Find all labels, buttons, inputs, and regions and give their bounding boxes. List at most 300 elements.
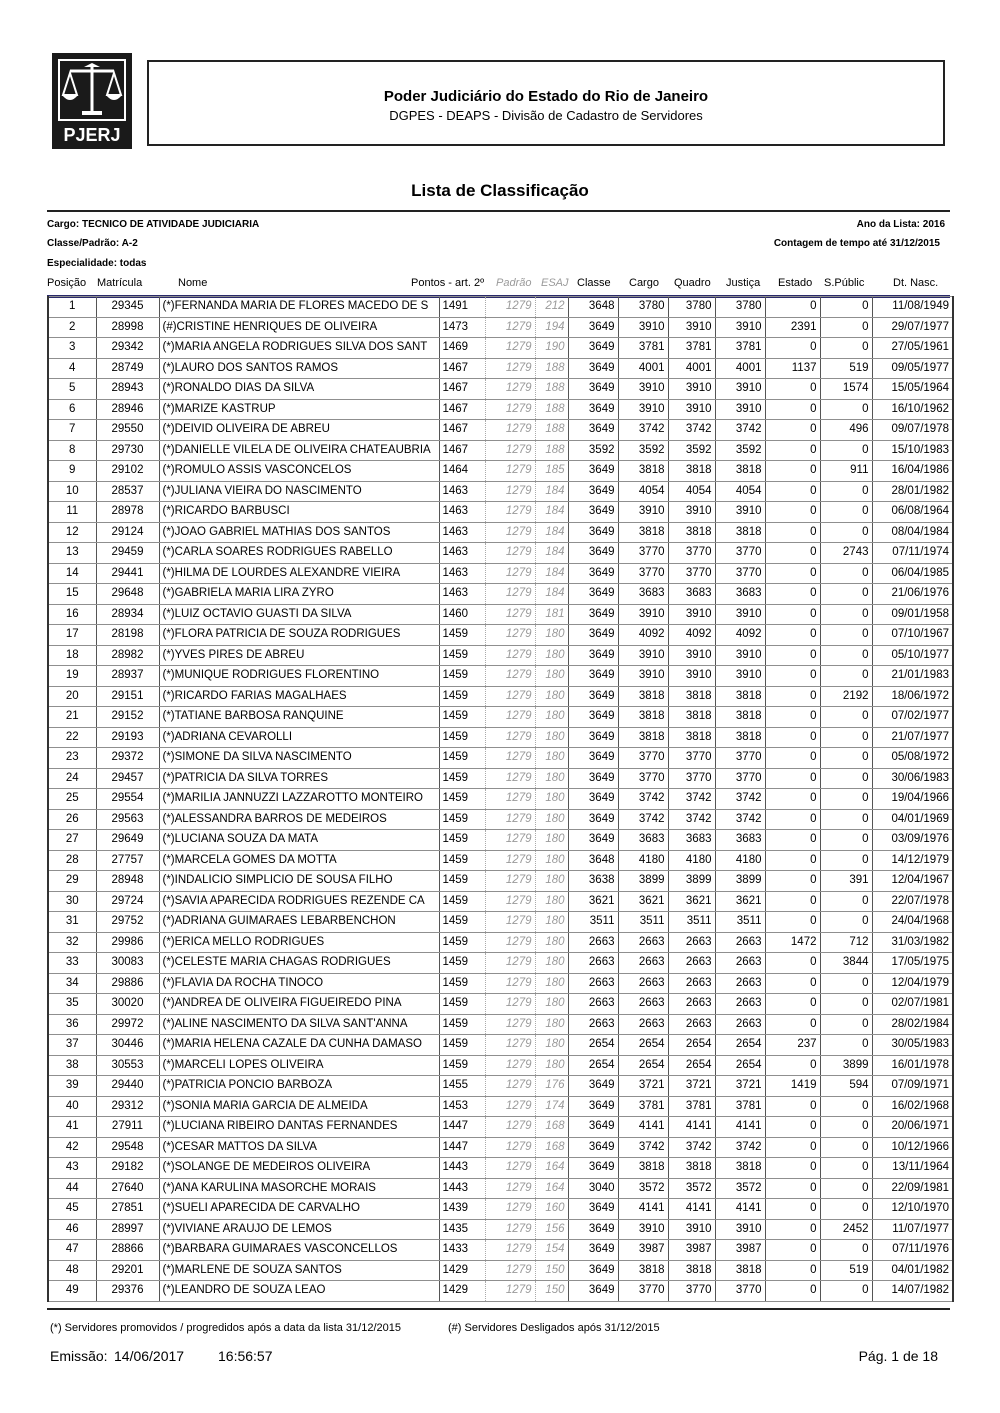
col-esaj: ESAJ bbox=[541, 277, 569, 289]
cell-esaj: 180 bbox=[535, 912, 568, 933]
cell-cargo: 3780 bbox=[618, 297, 668, 318]
cell-padrao: 1279 bbox=[485, 481, 535, 502]
cell-padrao: 1279 bbox=[485, 645, 535, 666]
cell-quadro: 4141 bbox=[668, 1117, 715, 1138]
cell-esaj: 180 bbox=[535, 973, 568, 994]
cell-nome: (*)YVES PIRES DE ABREU bbox=[159, 645, 439, 666]
cell-spublic: 0 bbox=[820, 748, 872, 769]
cell-estado: 0 bbox=[765, 461, 820, 482]
cell-matricula: 28198 bbox=[96, 625, 159, 646]
cell-estado: 0 bbox=[765, 850, 820, 871]
cell-dtnasc: 03/09/1976 bbox=[872, 830, 953, 851]
cell-estado: 0 bbox=[765, 563, 820, 584]
cell-quadro: 3742 bbox=[668, 789, 715, 810]
cell-cargo: 3818 bbox=[618, 707, 668, 728]
cell-nome: (*)FERNANDA MARIA DE FLORES MACEDO DE S bbox=[159, 297, 439, 318]
cell-classe: 3649 bbox=[568, 604, 618, 625]
cell-posicao: 39 bbox=[48, 1076, 96, 1097]
cell-esaj: 188 bbox=[535, 399, 568, 420]
cell-estado: 0 bbox=[765, 912, 820, 933]
cell-posicao: 41 bbox=[48, 1117, 96, 1138]
table-row bbox=[48, 768, 953, 789]
cell-classe: 2663 bbox=[568, 953, 618, 974]
cell-nome: (*)HILMA DE LOURDES ALEXANDRE VIEIRA bbox=[159, 563, 439, 584]
cell-quadro: 4054 bbox=[668, 481, 715, 502]
cell-matricula: 29193 bbox=[96, 727, 159, 748]
cell-justica: 3818 bbox=[715, 727, 765, 748]
table-row bbox=[48, 789, 953, 810]
cell-spublic: 0 bbox=[820, 399, 872, 420]
cell-classe: 3649 bbox=[568, 461, 618, 482]
cell-posicao: 36 bbox=[48, 1014, 96, 1035]
cell-matricula: 27757 bbox=[96, 850, 159, 871]
cell-dtnasc: 20/06/1971 bbox=[872, 1117, 953, 1138]
cell-cargo: 3770 bbox=[618, 748, 668, 769]
table-row bbox=[48, 481, 953, 502]
cell-justica: 3592 bbox=[715, 440, 765, 461]
cell-estado: 0 bbox=[765, 953, 820, 974]
cell-dtnasc: 16/01/1978 bbox=[872, 1055, 953, 1076]
cell-classe: 3649 bbox=[568, 543, 618, 564]
cell-pontos: 1459 bbox=[439, 727, 485, 748]
cell-dtnasc: 29/07/1977 bbox=[872, 317, 953, 338]
cell-posicao: 19 bbox=[48, 666, 96, 687]
cell-cargo: 3818 bbox=[618, 686, 668, 707]
cell-estado: 0 bbox=[765, 748, 820, 769]
cell-nome: (*)PATRICIA PONCIO BARBOZA bbox=[159, 1076, 439, 1097]
cell-cargo: 2663 bbox=[618, 932, 668, 953]
cell-dtnasc: 09/01/1958 bbox=[872, 604, 953, 625]
cell-spublic: 0 bbox=[820, 789, 872, 810]
cell-dtnasc: 15/10/1983 bbox=[872, 440, 953, 461]
cell-nome: (*)MARILIA JANNUZZI LAZZAROTTO MONTEIRO bbox=[159, 789, 439, 810]
cell-esaj: 184 bbox=[535, 584, 568, 605]
cell-padrao: 1279 bbox=[485, 1076, 535, 1097]
table-row bbox=[48, 522, 953, 543]
col-justica: Justiça bbox=[726, 277, 761, 289]
cell-matricula: 28978 bbox=[96, 502, 159, 523]
cell-cargo: 2654 bbox=[618, 1055, 668, 1076]
cell-justica: 3683 bbox=[715, 830, 765, 851]
cell-padrao: 1279 bbox=[485, 625, 535, 646]
cell-padrao: 1279 bbox=[485, 953, 535, 974]
cell-dtnasc: 11/07/1977 bbox=[872, 1219, 953, 1240]
cell-matricula: 29730 bbox=[96, 440, 159, 461]
table-row bbox=[48, 502, 953, 523]
cell-posicao: 35 bbox=[48, 994, 96, 1015]
cell-spublic: 0 bbox=[820, 768, 872, 789]
cell-pontos: 1455 bbox=[439, 1076, 485, 1097]
cell-justica: 3818 bbox=[715, 1158, 765, 1179]
cell-spublic: 0 bbox=[820, 891, 872, 912]
cell-dtnasc: 21/07/1977 bbox=[872, 727, 953, 748]
cell-posicao: 18 bbox=[48, 645, 96, 666]
cell-nome: (*)ROMULO ASSIS VASCONCELOS bbox=[159, 461, 439, 482]
cell-pontos: 1467 bbox=[439, 420, 485, 441]
cell-estado: 0 bbox=[765, 338, 820, 359]
cell-classe: 3649 bbox=[568, 1117, 618, 1138]
cell-padrao: 1279 bbox=[485, 789, 535, 810]
cell-dtnasc: 28/02/1984 bbox=[872, 1014, 953, 1035]
cell-esaj: 180 bbox=[535, 891, 568, 912]
cell-spublic: 0 bbox=[820, 522, 872, 543]
cell-cargo: 3683 bbox=[618, 830, 668, 851]
cell-pontos: 1459 bbox=[439, 748, 485, 769]
cell-padrao: 1279 bbox=[485, 1117, 535, 1138]
cell-padrao: 1279 bbox=[485, 891, 535, 912]
cell-estado: 0 bbox=[765, 543, 820, 564]
table-end-rule bbox=[47, 1308, 950, 1310]
table-row bbox=[48, 1240, 953, 1261]
cell-classe: 2654 bbox=[568, 1055, 618, 1076]
cell-matricula: 29441 bbox=[96, 563, 159, 584]
cell-quadro: 3818 bbox=[668, 522, 715, 543]
cell-pontos: 1453 bbox=[439, 1096, 485, 1117]
cell-esaj: 184 bbox=[535, 481, 568, 502]
cell-pontos: 1459 bbox=[439, 994, 485, 1015]
cell-cargo: 3910 bbox=[618, 502, 668, 523]
cell-pontos: 1473 bbox=[439, 317, 485, 338]
cell-matricula: 28946 bbox=[96, 399, 159, 420]
cell-pontos: 1459 bbox=[439, 686, 485, 707]
cell-matricula: 29372 bbox=[96, 748, 159, 769]
cell-justica: 3781 bbox=[715, 338, 765, 359]
cell-nome: (*)ALINE NASCIMENTO DA SILVA SANT'ANNA bbox=[159, 1014, 439, 1035]
cell-spublic: 594 bbox=[820, 1076, 872, 1097]
cell-cargo: 3621 bbox=[618, 891, 668, 912]
cell-padrao: 1279 bbox=[485, 1260, 535, 1281]
cell-nome: (*)GABRIELA MARIA LIRA ZYRO bbox=[159, 584, 439, 605]
cell-pontos: 1459 bbox=[439, 809, 485, 830]
cell-matricula: 29457 bbox=[96, 768, 159, 789]
cell-spublic: 0 bbox=[820, 1014, 872, 1035]
cell-esaj: 160 bbox=[535, 1199, 568, 1220]
cell-matricula: 29182 bbox=[96, 1158, 159, 1179]
cell-pontos: 1459 bbox=[439, 625, 485, 646]
cell-cargo: 3572 bbox=[618, 1178, 668, 1199]
cell-spublic: 0 bbox=[820, 1096, 872, 1117]
cell-quadro: 3818 bbox=[668, 707, 715, 728]
cell-spublic: 0 bbox=[820, 502, 872, 523]
cell-matricula: 29459 bbox=[96, 543, 159, 564]
col-spublic: S.Públic bbox=[824, 277, 865, 289]
cell-spublic: 0 bbox=[820, 1137, 872, 1158]
cell-pontos: 1459 bbox=[439, 830, 485, 851]
cell-cargo: 4001 bbox=[618, 358, 668, 379]
cell-padrao: 1279 bbox=[485, 830, 535, 851]
cell-esaj: 180 bbox=[535, 994, 568, 1015]
cell-quadro: 3818 bbox=[668, 686, 715, 707]
cell-matricula: 28934 bbox=[96, 604, 159, 625]
cell-quadro: 3511 bbox=[668, 912, 715, 933]
cell-matricula: 28749 bbox=[96, 358, 159, 379]
cell-posicao: 30 bbox=[48, 891, 96, 912]
cell-matricula: 29342 bbox=[96, 338, 159, 359]
cell-classe: 3649 bbox=[568, 748, 618, 769]
cell-nome: (*)LUCIANA SOUZA DA MATA bbox=[159, 830, 439, 851]
cell-quadro: 2663 bbox=[668, 994, 715, 1015]
cell-dtnasc: 21/06/1976 bbox=[872, 584, 953, 605]
cell-classe: 3649 bbox=[568, 1096, 618, 1117]
cell-spublic: 0 bbox=[820, 850, 872, 871]
cell-cargo: 3511 bbox=[618, 912, 668, 933]
cell-pontos: 1459 bbox=[439, 768, 485, 789]
cell-padrao: 1279 bbox=[485, 809, 535, 830]
footnote-deslig: (#) Servidores Desligados após 31/12/2015 bbox=[448, 1322, 660, 1334]
cell-pontos: 1459 bbox=[439, 953, 485, 974]
cell-padrao: 1279 bbox=[485, 338, 535, 359]
cell-classe: 3592 bbox=[568, 440, 618, 461]
cell-dtnasc: 14/12/1979 bbox=[872, 850, 953, 871]
cell-posicao: 9 bbox=[48, 461, 96, 482]
cell-quadro: 3910 bbox=[668, 645, 715, 666]
cell-esaj: 168 bbox=[535, 1137, 568, 1158]
table-row bbox=[48, 932, 953, 953]
cell-quadro: 3818 bbox=[668, 727, 715, 748]
col-nome: Nome bbox=[178, 277, 208, 289]
cell-cargo: 3721 bbox=[618, 1076, 668, 1097]
cell-pontos: 1459 bbox=[439, 1014, 485, 1035]
cell-padrao: 1279 bbox=[485, 440, 535, 461]
table-row bbox=[48, 1219, 953, 1240]
cell-quadro: 2663 bbox=[668, 932, 715, 953]
cell-esaj: 180 bbox=[535, 809, 568, 830]
cell-esaj: 180 bbox=[535, 830, 568, 851]
cell-justica: 3683 bbox=[715, 584, 765, 605]
cell-matricula: 28982 bbox=[96, 645, 159, 666]
cell-estado: 0 bbox=[765, 1260, 820, 1281]
cell-classe: 3649 bbox=[568, 563, 618, 584]
table-row bbox=[48, 1137, 953, 1158]
cell-esaj: 164 bbox=[535, 1158, 568, 1179]
cell-esaj: 180 bbox=[535, 932, 568, 953]
cell-padrao: 1279 bbox=[485, 1240, 535, 1261]
cell-esaj: 180 bbox=[535, 1035, 568, 1056]
cell-estado: 0 bbox=[765, 1096, 820, 1117]
cell-nome: (*)MARIA HELENA CAZALE DA CUNHA DAMASO bbox=[159, 1035, 439, 1056]
cell-nome: (*)DEIVID OLIVEIRA DE ABREU bbox=[159, 420, 439, 441]
cell-posicao: 17 bbox=[48, 625, 96, 646]
cell-dtnasc: 10/12/1966 bbox=[872, 1137, 953, 1158]
cell-estado: 0 bbox=[765, 1158, 820, 1179]
cell-nome: (*)MARCELI LOPES OLIVEIRA bbox=[159, 1055, 439, 1076]
cell-posicao: 13 bbox=[48, 543, 96, 564]
cell-nome: (*)BARBARA GUIMARAES VASCONCELLOS bbox=[159, 1240, 439, 1261]
cell-estado: 1137 bbox=[765, 358, 820, 379]
cell-cargo: 3781 bbox=[618, 338, 668, 359]
cell-spublic: 0 bbox=[820, 1117, 872, 1138]
cell-matricula: 30020 bbox=[96, 994, 159, 1015]
cell-classe: 3649 bbox=[568, 481, 618, 502]
cell-spublic: 519 bbox=[820, 358, 872, 379]
cell-posicao: 12 bbox=[48, 522, 96, 543]
cell-estado: 0 bbox=[765, 789, 820, 810]
cell-nome: (*)JULIANA VIEIRA DO NASCIMENTO bbox=[159, 481, 439, 502]
cell-classe: 3649 bbox=[568, 686, 618, 707]
cell-spublic: 3844 bbox=[820, 953, 872, 974]
cell-classe: 2654 bbox=[568, 1035, 618, 1056]
cell-spublic: 0 bbox=[820, 563, 872, 584]
cell-dtnasc: 07/10/1967 bbox=[872, 625, 953, 646]
cell-justica: 3770 bbox=[715, 563, 765, 584]
cell-estado: 0 bbox=[765, 686, 820, 707]
cell-dtnasc: 09/05/1977 bbox=[872, 358, 953, 379]
cell-matricula: 29563 bbox=[96, 809, 159, 830]
cell-justica: 3770 bbox=[715, 768, 765, 789]
cell-classe: 2663 bbox=[568, 932, 618, 953]
cell-nome: (*)MARIZE KASTRUP bbox=[159, 399, 439, 420]
cell-quadro: 3742 bbox=[668, 420, 715, 441]
cell-dtnasc: 19/04/1966 bbox=[872, 789, 953, 810]
cell-quadro: 3683 bbox=[668, 830, 715, 851]
cell-pontos: 1429 bbox=[439, 1260, 485, 1281]
cell-padrao: 1279 bbox=[485, 768, 535, 789]
cell-nome: (*)MARLENE DE SOUZA SANTOS bbox=[159, 1260, 439, 1281]
cell-justica: 3818 bbox=[715, 1260, 765, 1281]
cell-cargo: 3818 bbox=[618, 522, 668, 543]
cell-cargo: 3770 bbox=[618, 563, 668, 584]
cell-matricula: 29201 bbox=[96, 1260, 159, 1281]
cell-quadro: 3770 bbox=[668, 563, 715, 584]
cell-esaj: 185 bbox=[535, 461, 568, 482]
cell-classe: 3649 bbox=[568, 1158, 618, 1179]
cell-nome: (*)FLAVIA DA ROCHA TINOCO bbox=[159, 973, 439, 994]
cell-posicao: 1 bbox=[48, 297, 96, 318]
cell-estado: 0 bbox=[765, 707, 820, 728]
cell-classe: 3040 bbox=[568, 1178, 618, 1199]
cell-matricula: 29440 bbox=[96, 1076, 159, 1097]
cell-estado: 0 bbox=[765, 891, 820, 912]
cell-esaj: 164 bbox=[535, 1178, 568, 1199]
table-row bbox=[48, 1117, 953, 1138]
cell-spublic: 0 bbox=[820, 707, 872, 728]
cell-matricula: 28948 bbox=[96, 871, 159, 892]
cell-estado: 1472 bbox=[765, 932, 820, 953]
table-row bbox=[48, 297, 953, 318]
cell-justica: 3818 bbox=[715, 686, 765, 707]
cell-pontos: 1463 bbox=[439, 543, 485, 564]
table-row bbox=[48, 1199, 953, 1220]
cell-dtnasc: 08/04/1984 bbox=[872, 522, 953, 543]
cell-nome: (*)ADRIANA CEVAROLLI bbox=[159, 727, 439, 748]
cell-estado: 0 bbox=[765, 604, 820, 625]
cell-pontos: 1459 bbox=[439, 912, 485, 933]
cell-quadro: 3780 bbox=[668, 297, 715, 318]
cell-posicao: 3 bbox=[48, 338, 96, 359]
cell-posicao: 46 bbox=[48, 1219, 96, 1240]
cell-quadro: 2654 bbox=[668, 1055, 715, 1076]
cell-esaj: 180 bbox=[535, 625, 568, 646]
cell-dtnasc: 31/03/1982 bbox=[872, 932, 953, 953]
table-row bbox=[48, 461, 953, 482]
pjerj-logo bbox=[52, 53, 132, 149]
cell-pontos: 1447 bbox=[439, 1137, 485, 1158]
cell-nome: (*)ADRIANA GUIMARAES LEBARBENCHON bbox=[159, 912, 439, 933]
cell-spublic: 0 bbox=[820, 338, 872, 359]
meta-classe: Classe/Padrão: A-2 bbox=[47, 238, 138, 249]
cell-cargo: 2663 bbox=[618, 1014, 668, 1035]
cell-esaj: 184 bbox=[535, 522, 568, 543]
cell-padrao: 1279 bbox=[485, 686, 535, 707]
cell-nome: (*)ANDREA DE OLIVEIRA FIGUEIREDO PINA bbox=[159, 994, 439, 1015]
cell-classe: 3649 bbox=[568, 358, 618, 379]
table-row bbox=[48, 1158, 953, 1179]
cell-classe: 3649 bbox=[568, 317, 618, 338]
cell-pontos: 1459 bbox=[439, 932, 485, 953]
cell-spublic: 0 bbox=[820, 727, 872, 748]
cell-dtnasc: 05/10/1977 bbox=[872, 645, 953, 666]
cell-matricula: 29376 bbox=[96, 1281, 159, 1302]
cell-matricula: 29554 bbox=[96, 789, 159, 810]
cell-justica: 3572 bbox=[715, 1178, 765, 1199]
cell-cargo: 3781 bbox=[618, 1096, 668, 1117]
table-row bbox=[48, 850, 953, 871]
cell-quadro: 3781 bbox=[668, 1096, 715, 1117]
cell-padrao: 1279 bbox=[485, 399, 535, 420]
cell-matricula: 27911 bbox=[96, 1117, 159, 1138]
cell-pontos: 1459 bbox=[439, 973, 485, 994]
cell-spublic: 0 bbox=[820, 666, 872, 687]
cell-cargo: 3899 bbox=[618, 871, 668, 892]
cell-spublic: 2452 bbox=[820, 1219, 872, 1240]
cell-pontos: 1459 bbox=[439, 891, 485, 912]
cell-posicao: 10 bbox=[48, 481, 96, 502]
cell-cargo: 4054 bbox=[618, 481, 668, 502]
cell-pontos: 1460 bbox=[439, 604, 485, 625]
col-posicao: Posição bbox=[47, 277, 87, 289]
cell-pontos: 1463 bbox=[439, 502, 485, 523]
cell-classe: 3649 bbox=[568, 338, 618, 359]
table-row bbox=[48, 440, 953, 461]
cell-spublic: 0 bbox=[820, 440, 872, 461]
table-row bbox=[48, 1096, 953, 1117]
cell-nome: (*)LUCIANA RIBEIRO DANTAS FERNANDES bbox=[159, 1117, 439, 1138]
cell-classe: 3649 bbox=[568, 809, 618, 830]
cell-matricula: 27640 bbox=[96, 1178, 159, 1199]
cell-justica: 3910 bbox=[715, 502, 765, 523]
cell-justica: 4054 bbox=[715, 481, 765, 502]
cell-pontos: 1459 bbox=[439, 645, 485, 666]
cell-dtnasc: 04/01/1982 bbox=[872, 1260, 953, 1281]
cell-cargo: 2663 bbox=[618, 953, 668, 974]
cell-esaj: 188 bbox=[535, 420, 568, 441]
cell-posicao: 16 bbox=[48, 604, 96, 625]
cell-esaj: 184 bbox=[535, 563, 568, 584]
cell-nome: (*)CELESTE MARIA CHAGAS RODRIGUES bbox=[159, 953, 439, 974]
cell-justica: 3742 bbox=[715, 789, 765, 810]
cell-spublic: 1574 bbox=[820, 379, 872, 400]
cell-esaj: 168 bbox=[535, 1117, 568, 1138]
cell-nome: (*)ERICA MELLO RODRIGUES bbox=[159, 932, 439, 953]
cell-esaj: 154 bbox=[535, 1240, 568, 1261]
cell-nome: (*)RONALDO DIAS DA SILVA bbox=[159, 379, 439, 400]
cell-pontos: 1443 bbox=[439, 1158, 485, 1179]
cell-quadro: 3742 bbox=[668, 809, 715, 830]
cell-posicao: 15 bbox=[48, 584, 96, 605]
cell-quadro: 3910 bbox=[668, 317, 715, 338]
cell-matricula: 29151 bbox=[96, 686, 159, 707]
cell-quadro: 2654 bbox=[668, 1035, 715, 1056]
cell-estado: 0 bbox=[765, 666, 820, 687]
cell-quadro: 3910 bbox=[668, 399, 715, 420]
cell-spublic: 0 bbox=[820, 994, 872, 1015]
cell-cargo: 3742 bbox=[618, 809, 668, 830]
cell-esaj: 180 bbox=[535, 850, 568, 871]
header-box bbox=[147, 60, 945, 146]
cell-pontos: 1429 bbox=[439, 1281, 485, 1302]
cell-classe: 3649 bbox=[568, 625, 618, 646]
cell-spublic: 0 bbox=[820, 809, 872, 830]
